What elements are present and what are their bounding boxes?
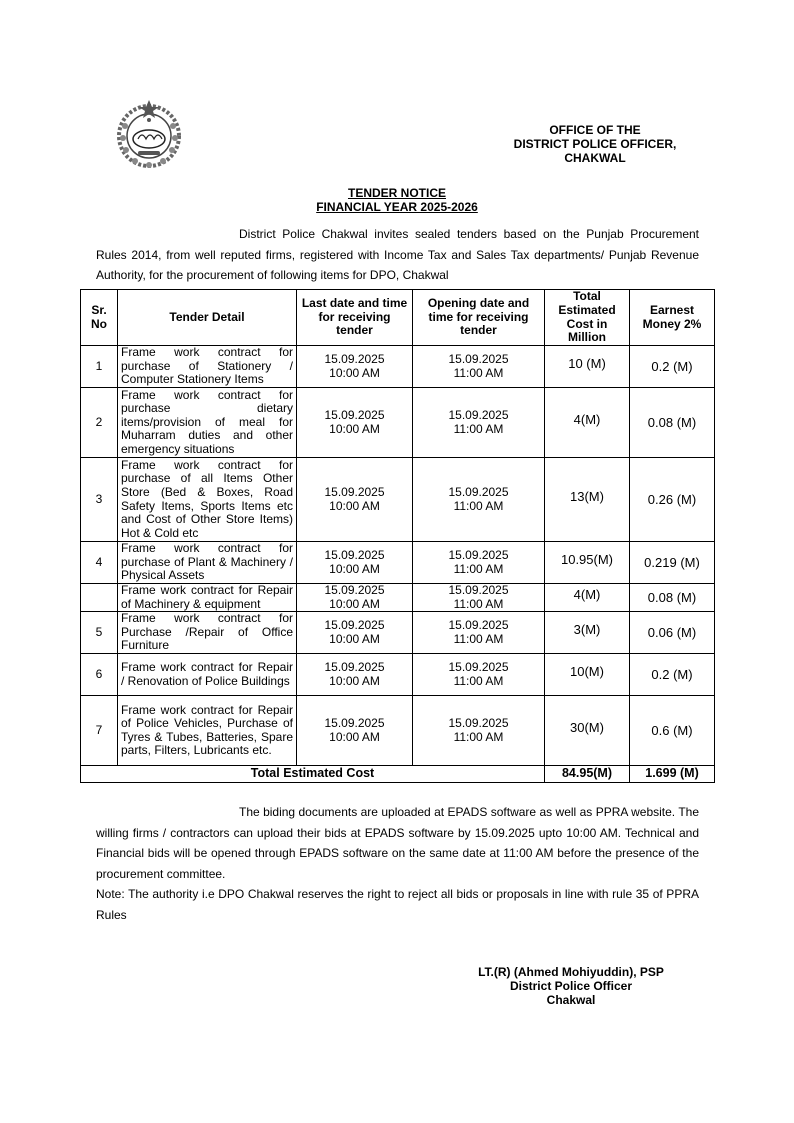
row-sr-cell: 4 (81, 542, 118, 584)
last-date: 15.09.2025 (324, 716, 385, 731)
row-cost: 30(M) (570, 719, 604, 735)
opening-time: 11:00 AM (453, 729, 504, 744)
row-sr-cell (81, 584, 118, 612)
row-last-date-cell (297, 696, 413, 766)
biding-section (96, 802, 699, 925)
row-cost: 3(M) (573, 621, 601, 637)
row-cost: 4(M) (573, 586, 601, 602)
row-sr-cell: 3 (81, 458, 118, 542)
signatory-place: Chakwal (546, 993, 596, 1007)
last-time: 10:00 AM (329, 596, 380, 611)
notice-subtitle: FINANCIAL YEAR 2025-2026 (316, 200, 478, 214)
opening-time: 11:00 AM (453, 673, 504, 688)
row-opening-date-cell (413, 542, 545, 584)
row-cost-cell (545, 696, 630, 766)
header-detail: Tender Detail (118, 290, 297, 346)
opening-date: 15.09.2025 (448, 407, 509, 422)
office-line-3: CHAKWAL (564, 151, 626, 165)
row-detail-cell: Frame work contract for purchase of Plant & Machinery / Physical Assets (118, 542, 297, 584)
row-cost-cell (545, 388, 630, 458)
signature-block (460, 965, 682, 1007)
opening-date: 15.09.2025 (448, 351, 509, 366)
table-row (81, 612, 715, 654)
row-money-cell: 0.6 (M) (630, 696, 715, 766)
row-money-cell: 0.08 (M) (630, 584, 715, 612)
opening-time: 11:00 AM (453, 596, 504, 611)
table-row (81, 346, 715, 388)
office-line-2: DISTRICT POLICE OFFICER, (513, 137, 677, 151)
notice-heading (0, 186, 794, 214)
row-last-date-cell (297, 612, 413, 654)
signatory-designation: District Police Officer (509, 979, 633, 993)
table-row (81, 388, 715, 458)
row-opening-date-cell (413, 388, 545, 458)
row-money-cell: 0.2 (M) (630, 654, 715, 696)
last-time: 10:00 AM (329, 561, 380, 576)
row-cost-cell (545, 542, 630, 584)
row-opening-date-cell (413, 612, 545, 654)
row-sr-cell: 5 (81, 612, 118, 654)
opening-date: 15.09.2025 (448, 618, 509, 633)
total-money: 1.699 (M) (630, 766, 715, 783)
row-opening-date-cell (413, 458, 545, 542)
biding-paragraph: The biding documents are uploaded at EPADS software as well as PPRA website. The willing firms / contractors can upload their bids at EPADS software by 15.09.2025 upto 10:00 AM. Technical and Financial bids will be opened through EPADS software on the same date at 11:00 AM before the presence of the procurement committee. (96, 805, 699, 881)
note-paragraph: Note: The authority i.e DPO Chakwal reserves the right to reject all bids or proposals in line with rule 35 of PPRA Rules (96, 887, 699, 922)
last-time: 10:00 AM (329, 631, 380, 646)
row-money-cell: 0.08 (M) (630, 388, 715, 458)
office-header (480, 123, 710, 165)
row-last-date-cell (297, 542, 413, 584)
opening-date: 15.09.2025 (448, 484, 509, 499)
opening-time: 11:00 AM (453, 365, 504, 380)
row-detail-cell: Frame work contract for Repair / Renovation of Police Buildings (118, 654, 297, 696)
header-sr: Sr. No (81, 290, 118, 346)
last-time: 10:00 AM (329, 365, 380, 380)
office-line-1: OFFICE OF THE (549, 123, 641, 137)
row-cost-cell (545, 346, 630, 388)
row-cost: 10(M) (570, 663, 604, 679)
opening-date: 15.09.2025 (448, 583, 509, 597)
intro-paragraph: District Police Chakwal invites sealed tenders based on the Punjab Procurement Rules 2014, from well reputed firms, registered with Income Tax and Sales Tax departments/ Punjab Revenue Authority, for the procurement of following items for DPO, Chakwal (96, 227, 699, 282)
header-opening-date: Opening date and time for receiving tender (413, 290, 545, 346)
row-opening-date-cell (413, 346, 545, 388)
opening-date: 15.09.2025 (448, 660, 509, 675)
row-cost-cell (545, 458, 630, 542)
last-date: 15.09.2025 (324, 407, 385, 422)
opening-date: 15.09.2025 (448, 547, 509, 562)
signatory-name: LT.(R) (Ahmed Mohiyuddin), PSP (478, 965, 664, 979)
row-opening-date-cell (413, 584, 545, 612)
table-row (81, 654, 715, 696)
row-cost: 13(M) (570, 488, 604, 504)
row-sr-cell: 2 (81, 388, 118, 458)
row-detail-cell: Frame work contract for Repair of Machinery & equipment (118, 584, 297, 612)
row-money-cell: 0.26 (M) (630, 458, 715, 542)
opening-time: 11:00 AM (453, 421, 504, 436)
total-row (81, 766, 715, 783)
table-row (81, 584, 715, 612)
last-date: 15.09.2025 (324, 618, 385, 633)
row-opening-date-cell (413, 654, 545, 696)
last-time: 10:00 AM (329, 673, 380, 688)
total-cost: 84.95(M) (545, 766, 630, 783)
row-sr-cell: 6 (81, 654, 118, 696)
row-money-cell: 0.06 (M) (630, 612, 715, 654)
last-date: 15.09.2025 (324, 484, 385, 499)
opening-time: 11:00 AM (453, 561, 504, 576)
last-time: 10:00 AM (329, 498, 380, 513)
row-last-date-cell (297, 388, 413, 458)
tender-table (80, 289, 715, 783)
last-date: 15.09.2025 (324, 660, 385, 675)
row-detail-cell: Frame work contract for Repair of Police Vehicles, Purchase of Tyres & Tubes, Batteries, Spare parts, Filters, Lubricants etc. (118, 696, 297, 766)
last-date: 15.09.2025 (324, 351, 385, 366)
row-last-date-cell (297, 458, 413, 542)
total-label: Total Estimated Cost (81, 766, 545, 783)
row-last-date-cell (297, 584, 413, 612)
row-opening-date-cell (413, 696, 545, 766)
table-row (81, 458, 715, 542)
police-emblem-logo (108, 96, 190, 174)
row-cost-cell (545, 584, 630, 612)
row-cost: 10 (M) (568, 355, 606, 371)
header-money: Earnest Money 2% (630, 290, 715, 346)
table-header-row (81, 290, 715, 346)
row-detail-cell: Frame work contract for purchase dietary items/provision of meal for Muharram duties and other emergency situations (118, 388, 297, 458)
last-date: 15.09.2025 (324, 583, 385, 597)
header-cost: Total Estimated Cost in Million (545, 290, 630, 346)
row-detail-cell: Frame work contract for purchase of Stationery / Computer Stationery Items (118, 346, 297, 388)
row-last-date-cell (297, 346, 413, 388)
header-last-date: Last date and time for receiving tender (297, 290, 413, 346)
last-time: 10:00 AM (329, 729, 380, 744)
row-cost: 4(M) (573, 411, 601, 427)
row-cost-cell (545, 612, 630, 654)
table-row (81, 542, 715, 584)
row-money-cell: 0.2 (M) (630, 346, 715, 388)
opening-date: 15.09.2025 (448, 716, 509, 731)
row-sr-cell: 1 (81, 346, 118, 388)
last-date: 15.09.2025 (324, 547, 385, 562)
last-time: 10:00 AM (329, 421, 380, 436)
opening-time: 11:00 AM (453, 631, 504, 646)
row-money-cell: 0.219 (M) (630, 542, 715, 584)
row-detail-cell: Frame work contract for purchase of all Items Other Store (Bed & Boxes, Road Safety Items, Sports Items etc and Cost of Other Store Items) Hot & Cold etc (118, 458, 297, 542)
row-sr-cell: 7 (81, 696, 118, 766)
row-detail-cell: Frame work contract for Purchase /Repair of Office Furniture (118, 612, 297, 654)
row-last-date-cell (297, 654, 413, 696)
table-row (81, 696, 715, 766)
row-cost: 10.95(M) (560, 551, 614, 567)
opening-time: 11:00 AM (453, 498, 504, 513)
row-cost-cell (545, 654, 630, 696)
notice-title: TENDER NOTICE (347, 186, 446, 200)
